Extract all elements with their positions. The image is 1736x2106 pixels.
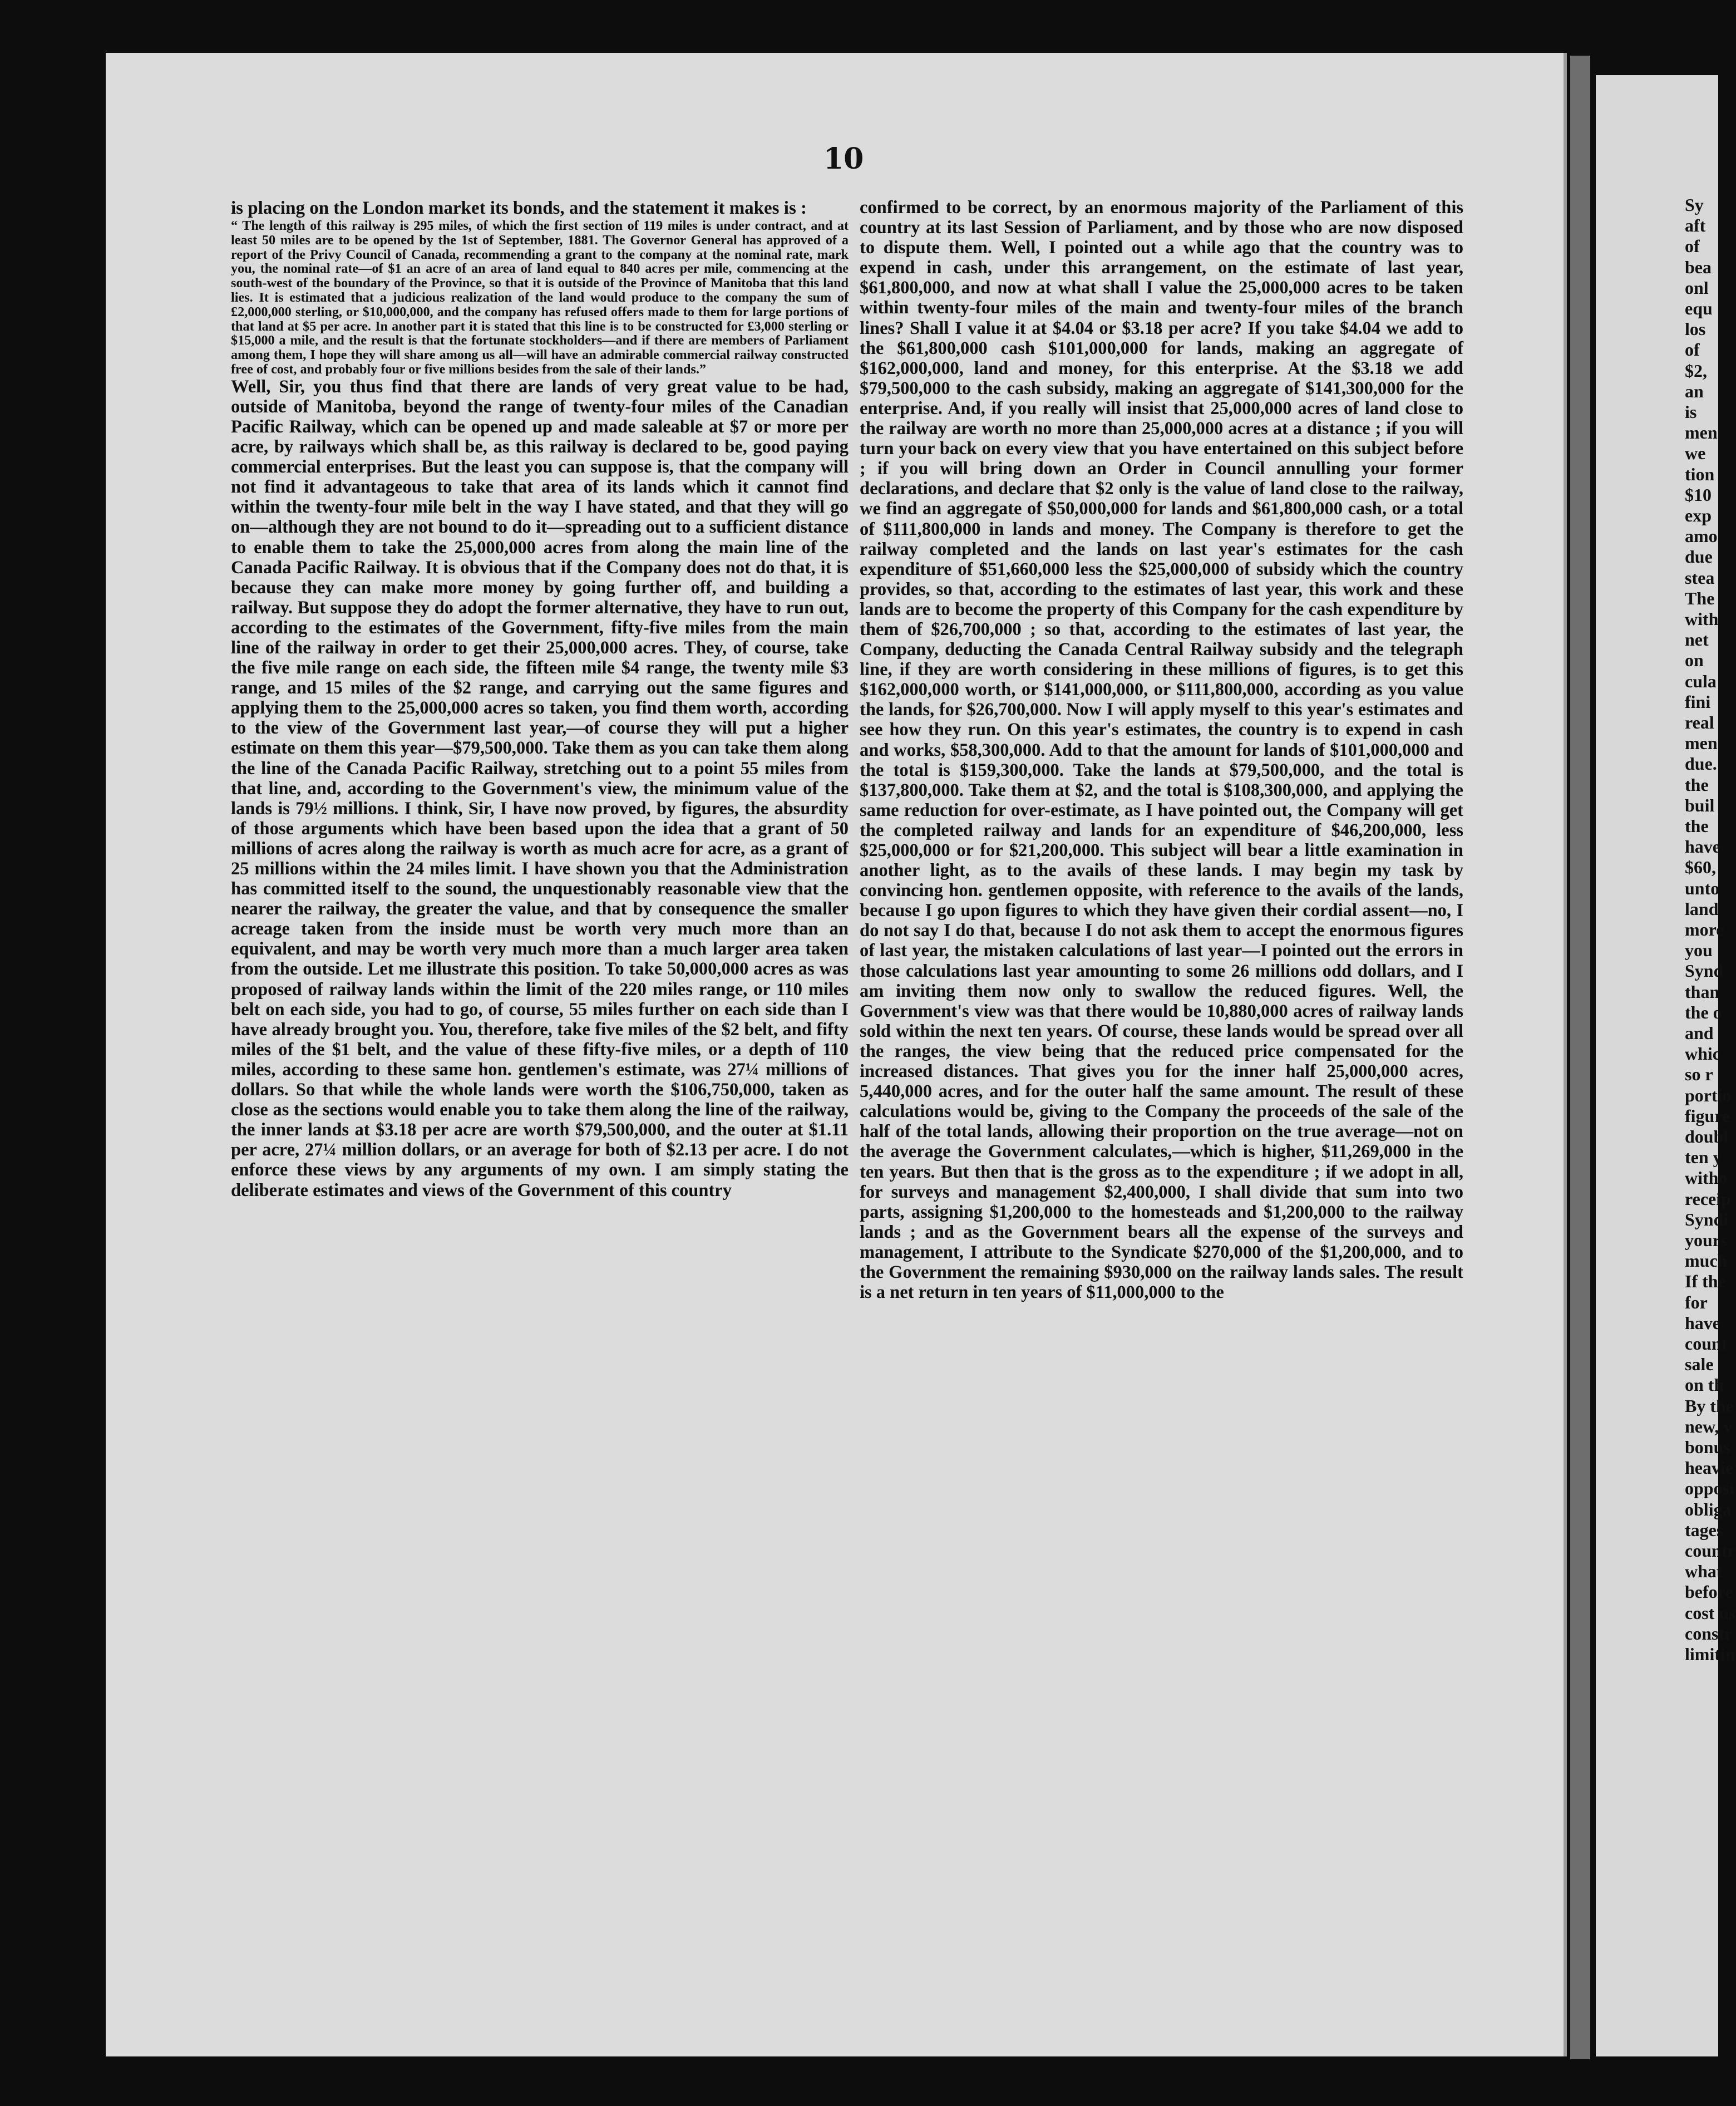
- next-page-line: we: [1685, 443, 1706, 464]
- next-page-line: $2,: [1685, 360, 1707, 381]
- next-page-line: have: [1685, 1312, 1720, 1333]
- next-page-line: much: [1685, 1251, 1728, 1271]
- next-page-line: men: [1685, 422, 1718, 443]
- next-page-line: what: [1685, 1561, 1723, 1582]
- next-page-line: doubl: [1685, 1126, 1729, 1147]
- next-page-line: onl: [1685, 277, 1709, 298]
- next-page-line: unto: [1685, 878, 1720, 898]
- next-page-line: tion: [1685, 464, 1715, 484]
- next-page-line: than: [1685, 981, 1720, 1002]
- next-page-line: before: [1685, 1582, 1733, 1602]
- next-page-line: $10: [1685, 484, 1712, 505]
- next-page-line: buil: [1685, 795, 1715, 815]
- next-page-line: the: [1685, 774, 1709, 795]
- next-page-line: exp: [1685, 505, 1712, 525]
- next-page-line: new, v: [1685, 1416, 1733, 1436]
- left-column-intro: is placing on the London market its bonds, and the statement it makes is :: [231, 198, 807, 218]
- next-page-line: receip: [1685, 1188, 1731, 1209]
- next-page-line: cula: [1685, 671, 1717, 691]
- next-page-line: you: [1685, 940, 1713, 961]
- next-page-line: with: [1685, 609, 1719, 629]
- next-page-line: on: [1685, 650, 1704, 671]
- next-page-line: for: [1685, 1292, 1708, 1312]
- right-column-body: confirmed to be correct, by an enormous majority of the Parliament of this country at its last Session of Parliament, and by those who are now disposed to dispute them. Well, I pointed out a while ago that the country was to expend in cash, under this arrangement, on the estimate of last year, $61,800,000, and now at what shall I value the 25,000,000 acres to be taken within twenty-four miles of the main and twenty-four miles of the branch lines? Shall I value it at $4.04 or $3.18 per acre? If you take $4.04 we add to the $61,800,000 cash $101,000,000 for lands, making an aggregate of $162,000,000, land and money, for this enterprise. At the $3.18 we add $79,500,000 to the cash subsidy, making an aggregate of $141,300,000 for the enterprise. And, if you really will insist that 25,000,000 acres of land close to the railway are worth no more than 25,000,000 acres at a distance ; if you will turn your back on every view that you have entertained on this subject before ; if you will bring down an Order in Council annulling your former declarations, and declare that $2 only is the value of land close to the railway, we find an aggregate of $50,000,000 for lands and $61,800,000 cash, or a total of $111,800,000 in lands and money. The Company is therefore to get the railway completed and the lands on last year's estimates for the cash expenditure of $51,660,000 less the $25,000,000 of subsidy which the country provides, so that, according to the estimates of last year, this work and these lands are to become the property of this Company for the cash expenditure by them of $26,700,000 ; so that, according to the estimates of last year, the Company, deducting the Canada Central Railway subsidy and the telegraph line, if they are worth considering in these millions of figures, is to get this $162,000,000 worth, or $141,000,000, or $111,800,000, according as you value the lands, for $26,700,000. Now I will apply myself to this year's estimates and see how they run. On this year's estimates, the country is to expend in cash and works, $58,300,000. Add to that the amount for lands of $101,000,000 and the total is $159,300,000. Take the lands at $79,500,000, and the total is $137,800,000. Take them at $2, and the total is $108,300,000, and applying the same reduction for over-estimate, as I have pointed out, the Company will get the completed railway and lands for an expenditure of $46,200,000, less $25,000,000 or for $21,200,000. This subject will bear a little examination in another light, as to the avails of these lands. I may begin my task by convincing hon. gentlemen opposite, with reference to the avails of the lands, because I go upon figures to which they have given their cordial assent—no, I do not say I do that, because I do not ask them to accept the enormous figures of last year, the mistaken calculations of last year—I pointed out the errors in those calculations last year amounting to some 26 millions odd dollars, and I am inviting them now only to swallow the reduced figures. Well, the Government's view was that there would be 10,880,000 acres of railway lands sold within the next ten years. Of course, these lands would be spread over all the ranges, the view being that the reduced price compensated for the increased distances. That gives you for the inner half 25,000,000 acres, 5,440,000 acres, and for the outer half the same amount. The result of these calculations would be, giving to the Company the proceeds of the sale of the half of the total lands, allowing their proportion on the true average—not on the average the Government calculates,—which is higher, $11,269,000 in the ten years. But then that is the gross as to the expenditure ; if we adopt in all, for surveys and management $2,400,000, I shall divide that sum into two parts, assigning $1,200,000 to the homesteads and $1,200,000 to the railway lands ; and as the Government bears all the expense of the surveys and management, I attribute to the Syndicate $270,000 of the $1,200,000, and to the Government the remaining $930,000 on the railway lands sales. The result is a net return in ten years of $11,000,000 to the: [860, 198, 1463, 1303]
- next-page-line: due.: [1685, 754, 1717, 774]
- next-page-line: yours: [1685, 1230, 1728, 1250]
- next-page-line: land: [1685, 898, 1719, 919]
- next-page-line: If the: [1685, 1271, 1726, 1292]
- next-page-line: Synd: [1685, 961, 1724, 981]
- next-page-line: count: [1685, 1334, 1728, 1354]
- next-page-fragment: [1596, 75, 1736, 2056]
- next-page-line: bea: [1685, 257, 1712, 277]
- page-edge-shadow: [1570, 56, 1590, 2059]
- next-page-line: is: [1685, 402, 1697, 422]
- next-page-line: $60,: [1685, 857, 1716, 878]
- next-page-line: the: [1685, 816, 1709, 836]
- left-text-column: [231, 198, 849, 1200]
- next-page-line: figure: [1685, 1105, 1730, 1126]
- next-page-line: men: [1685, 733, 1718, 754]
- next-page-line: so r: [1685, 1064, 1713, 1085]
- next-page-line: whic: [1685, 1044, 1720, 1064]
- next-page-line: portio: [1685, 1085, 1732, 1105]
- next-page-line: opposi: [1685, 1478, 1734, 1499]
- next-page-line: los: [1685, 319, 1706, 339]
- next-page-line: and: [1685, 1023, 1714, 1043]
- next-page-line: heavie: [1685, 1458, 1734, 1478]
- quoted-prospectus: “ The length of this railway is 295 miles, of which the first section of 119 miles is under contract, and at least 50 miles are to be opened by the 1st of September, 1881. The Governor General has approved of a report of the Privy Council of Canada, recommending a grant to the company at the nominal rate, mark you, the nominal rate—of $1 an acre of an area of land equal to 840 acres per mile, commencing at the south-west of the boundary of the Province, so that it is outside of the Province of Manitoba that this land lies. It is estimated that a judicious realization of the land would produce to the company the sum of £2,000,000 sterling, or $10,000,000, and the company has refused offers made to them for large portions of that land at $5 per acre. In another part it is stated that this line is to be constructed for £3,000 sterling or $15,000 a mile, and the result is that the fortunate stockholders—and if there are members of Parliament among them, I hope they will share among us all—will have an admirable commercial railway constructed free of cost, and probably four or five millions besides from the sale of their lands.”: [231, 218, 849, 377]
- next-page-line: on th: [1685, 1375, 1724, 1395]
- next-page-line: net: [1685, 629, 1709, 650]
- next-page-line: By the: [1685, 1395, 1734, 1416]
- next-page-line: more: [1685, 919, 1724, 939]
- next-page-line: constr: [1685, 1623, 1733, 1644]
- next-page-line: obliga: [1685, 1499, 1732, 1519]
- left-column-body: Well, Sir, you thus find that there are lands of very great value to be had, outside of Manitoba, beyond the range of twenty-four miles of the Canadian Pacific Railway, which can be opened up and made saleable at $7 or more per acre, by railways which shall be, as this railway is declared to be, good paying commercial enterprises. But the least you can suppose is, that the company will not find it advantageous to take that area of its lands which it cannot find within the twenty-four mile belt in the way I have stated, and that they will go on—although they are not bound to do it—spreading out to a sufficient distance to enable them to take the 25,000,000 acres from along the main line of the Canada Pacific Railway. It is obvious that if the Company does not do that, it is because they can make more money by going further off, and building a railway. But suppose they do adopt the former alternative, they have to run out, according to the estimates of the Government, fifty-five miles from the main line of the railway in order to get their 25,000,000 acres. They, of course, take the five mile range on each side, the fifteen mile $4 range, the twenty mile $3 range, and 15 miles of the $2 range, and carrying out the same figures and applying them to the 25,000,000 acres so taken, you find them worth, according to the view of the Government last year,—of course they will put a higher estimate on them this year—$79,500,000. Take them as you can take them along the line of the Canada Pacific Railway, stretching out to a point 55 miles from that line, and, according to the Government's view, the minimum value of the lands is 79½ millions. I think, Sir, I have now proved, by figures, the absurdity of those arguments which have been based upon the idea that a grant of 50 millions of acres along the railway is worth as much acre for acre, as a grant of 25 millions within the 24 miles limit. I have shown you that the Administration has committed itself to the sound, the unquestionably reasonable view that the nearer the railway, the greater the value, and that by consequence the smaller acreage taken from the inside must be worth very much more than an equivalent, and may be worth very much more than a much larger area taken from the outside. Let me illustrate this position. To take 50,000,000 acres as was proposed of railway lands within the limit of the 220 miles range, or 110 miles belt on each side, you had to go, of course, 55 miles further on each side than I have already brought you. You, therefore, take five miles of the $2 belt, and fifty miles of the $1 belt, and the value of these fifty-five miles, or a depth of 110 miles, according to these same hon. gentlemen's estimate, was 27¼ millions of dollars. So that while the whole lands were worth the $106,750,000, taken as close as the sections would enable you to take them along the line of the railway, the inner lands at $3.18 per acre are worth $79,500,000, and the outer at $1.11 per acre, 27¼ million dollars, or an average for both of $2.13 per acre. I do not enforce these views by any arguments of my own. I am simply stating the deliberate estimates and views of the Government of this country: [231, 376, 849, 1200]
- next-page-line: Sy: [1685, 195, 1704, 215]
- next-page-line: equ: [1685, 298, 1713, 318]
- next-page-line: of: [1685, 236, 1700, 257]
- page-number: 10: [823, 142, 864, 176]
- next-page-line: countr: [1685, 1541, 1735, 1561]
- next-page-line: limitin: [1685, 1644, 1735, 1664]
- next-page-line: stea: [1685, 567, 1715, 588]
- next-page-line: sale: [1685, 1354, 1714, 1375]
- next-page-line: real: [1685, 712, 1714, 732]
- next-page-line: amo: [1685, 526, 1718, 547]
- next-page-line: The: [1685, 588, 1715, 608]
- next-page-line: the o: [1685, 1002, 1722, 1022]
- next-page-line: Syndi: [1685, 1209, 1729, 1229]
- next-page-line: due: [1685, 547, 1713, 567]
- next-page-line: cost us: [1685, 1602, 1736, 1623]
- next-page-line: witho: [1685, 1168, 1728, 1188]
- next-page-line: aft: [1685, 215, 1706, 236]
- next-page-line: an: [1685, 381, 1704, 401]
- next-page-line: tages: [1685, 1519, 1724, 1540]
- next-page-line: of: [1685, 339, 1700, 360]
- next-page-line: bonus: [1685, 1437, 1730, 1457]
- right-text-column: [860, 198, 1463, 1302]
- next-page-line: have: [1685, 837, 1720, 857]
- next-page-line: fini: [1685, 691, 1711, 712]
- next-page-line: ten y: [1685, 1147, 1722, 1168]
